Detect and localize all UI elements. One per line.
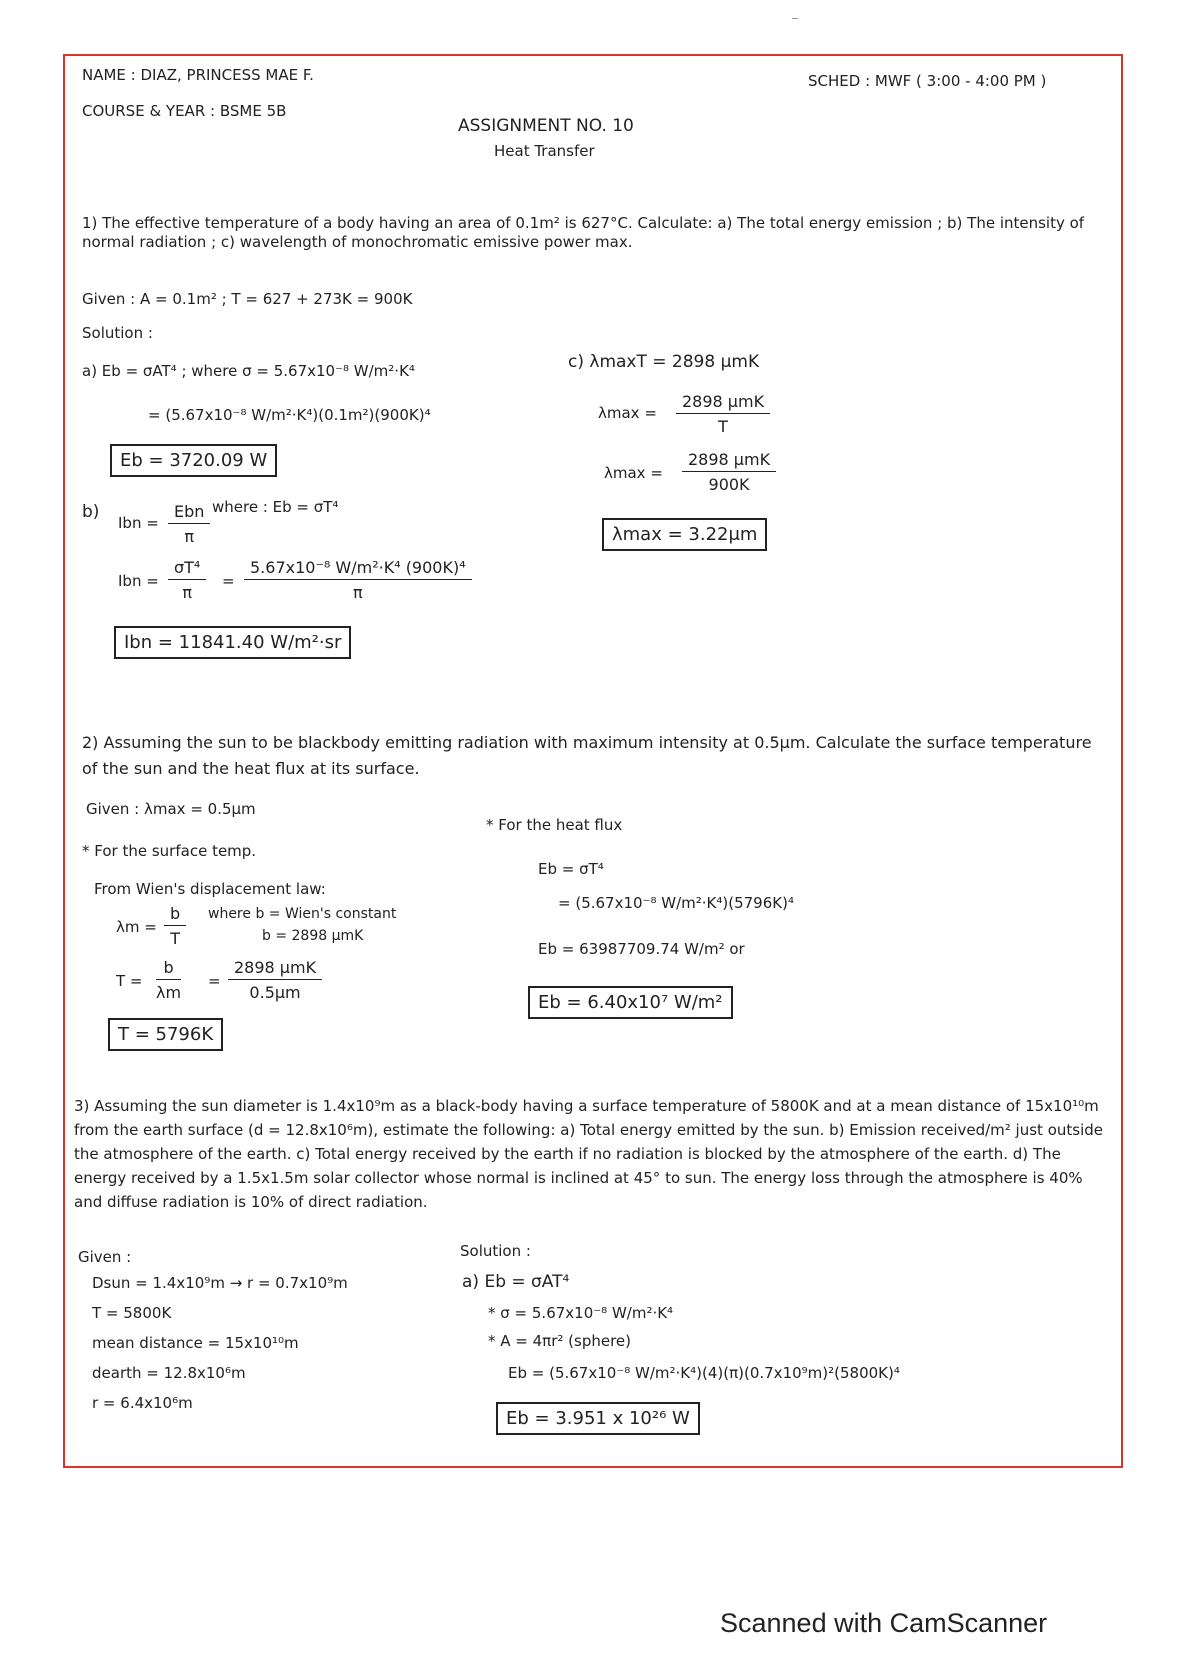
p1-a-line2: = (5.67x10⁻⁸ W/m²·K⁴)(0.1m²)(900K)⁴ [148, 406, 431, 424]
p2-t-frac2-num: 2898 μmK [228, 958, 322, 980]
p1-b-eq: = [222, 572, 235, 590]
problem-2-given: Given : λmax = 0.5μm [86, 800, 256, 818]
problem-2-statement: 2) Assuming the sun to be blackbody emitting radiation with maximum intensity at 0.5μm. Calculate the surface temperature of the sun and the heat flux at its surface. [82, 733, 1092, 778]
p2-t-eq: T = [116, 972, 143, 990]
problem-1-solution-label: Solution : [82, 324, 153, 342]
p3-given-line: Dsun = 1.4x10⁹m → r = 0.7x10⁹m [92, 1274, 348, 1292]
scan-mark [792, 18, 798, 19]
p3-given-line: T = 5800K [92, 1304, 172, 1322]
p1-b-frac3-num: 5.67x10⁻⁸ W/m²·K⁴ (900K)⁴ [244, 558, 472, 580]
problem-1-statement: 1) The effective temperature of a body having an area of 0.1m² is 627°C. Calculate: a) The total energy emission ; b) The intensity of normal radiation ; c) wavelength of monochromatic emissive power max. [82, 214, 1085, 251]
p1-b-ibn1: Ibn = [118, 514, 159, 532]
p1-b-where: where : Eb = σT⁴ [212, 498, 339, 516]
p1-b-frac3 [244, 558, 472, 602]
p1-c-frac2-num: 2898 μmK [682, 450, 776, 472]
p3-given-label: Given : [78, 1248, 132, 1266]
p2-t-frac1-num: b [156, 958, 181, 980]
p2-lm-frac-num: b [164, 904, 186, 926]
p3-a-answer-box: Eb = 3.951 x 10²⁶ W [496, 1402, 700, 1435]
p1-c-lmax1: λmax = [598, 404, 657, 422]
p1-c-lmax2: λmax = [604, 464, 663, 482]
p1-b-ibn2: Ibn = [118, 572, 159, 590]
p1-c-frac2 [682, 450, 776, 494]
class-schedule: SCHED : MWF ( 3:00 - 4:00 PM ) [808, 72, 1047, 90]
p2-t-frac2 [228, 958, 322, 1002]
p2-t-frac2-den: 0.5μm [249, 983, 301, 1002]
p1-c-frac1-num: 2898 μmK [676, 392, 770, 414]
p1-c-frac1-den: T [718, 417, 728, 436]
p1-b-frac1 [168, 502, 210, 546]
p2-eb-answer-box: Eb = 6.40x10⁷ W/m² [528, 986, 733, 1019]
p1-b-frac1-num: Ebn [168, 502, 210, 524]
p1-b-label: b) [82, 502, 100, 522]
p2-b-value: b = 2898 μmK [262, 928, 364, 944]
p1-c-line1: c) λmaxT = 2898 μmK [568, 352, 760, 372]
p1-c-frac2-den: 900K [708, 475, 750, 494]
p3-a-line2: Eb = (5.67x10⁻⁸ W/m²·K⁴)(4)(π)(0.7x10⁹m)²(5800K)⁴ [508, 1364, 900, 1382]
p2-wiens-law: From Wien's displacement law: [94, 880, 326, 898]
p2-t-answer-box: T = 5796K [108, 1018, 223, 1051]
p2-t-frac1-den: λm [156, 983, 182, 1002]
p3-given-line: dearth = 12.8x10⁶m [92, 1364, 246, 1382]
p1-b-frac3-den: π [352, 583, 363, 602]
p3-a-sigma: * σ = 5.67x10⁻⁸ W/m²·K⁴ [488, 1304, 674, 1322]
assignment-title: ASSIGNMENT NO. 10 [458, 116, 634, 136]
problem-1-given: Given : A = 0.1m² ; T = 627 + 273K = 900K [82, 290, 413, 308]
p3-given-line: r = 6.4x10⁶m [92, 1394, 193, 1412]
p2-lm-frac-den: T [170, 929, 180, 948]
p2-eb-line2: = (5.67x10⁻⁸ W/m²·K⁴)(5796K)⁴ [558, 894, 794, 912]
p2-lm-eq: λm = [116, 918, 157, 936]
p3-a-line1: a) Eb = σAT⁴ [462, 1272, 570, 1292]
p2-where-b: where b = Wien's constant [208, 906, 397, 922]
p3-given-line: mean distance = 15x10¹⁰m [92, 1334, 299, 1352]
p2-t-eq2: = [208, 972, 221, 990]
p1-b-frac2-num: σT⁴ [168, 558, 206, 580]
p1-a-line1: a) Eb = σAT⁴ ; where σ = 5.67x10⁻⁸ W/m²·K⁴ [82, 362, 415, 380]
p2-eb-line3: Eb = 63987709.74 W/m² or [538, 940, 745, 958]
p1-c-answer-box: λmax = 3.22μm [602, 518, 767, 551]
p1-b-answer-box: Ibn = 11841.40 W/m²·sr [114, 626, 351, 659]
subject-title: Heat Transfer [494, 142, 595, 160]
p1-b-frac1-den: π [184, 527, 195, 546]
problem-3-statement: 3) Assuming the sun diameter is 1.4x10⁹m as a black-body having a surface temperature of 5800K and at a mean distance of 15x10¹⁰m from the earth surface (d = 12.8x10⁶m), estimate the following: a) Total energy emitted by the sun. b) Emission received/m² just outside the atmosphere of the earth. c) Total energy received by the earth if no radiation is blocked by the atmosphere of the earth. d) The energy received by a 1.5x1.5m solar collector whose normal is inclined at 45° to sun. The energy loss through the atmosphere is 40% and diffuse radiation is 10% of direct radiation. [74, 1097, 1103, 1211]
camscanner-watermark: Scanned with CamScanner [720, 1608, 1048, 1638]
p1-a-answer-box: Eb = 3720.09 W [110, 444, 277, 477]
p3-a-area: * A = 4πr² (sphere) [488, 1332, 631, 1350]
p2-surface-label: * For the surface temp. [82, 842, 257, 860]
p2-t-frac1 [156, 958, 181, 1002]
p1-c-frac1 [676, 392, 770, 436]
p2-lm-frac [164, 904, 186, 948]
p1-b-frac2-den: π [182, 583, 192, 602]
p1-b-frac2 [168, 558, 206, 602]
course-year: COURSE & YEAR : BSME 5B [82, 102, 287, 120]
p2-flux-label: * For the heat flux [486, 816, 623, 834]
p3-solution-label: Solution : [460, 1242, 531, 1260]
p2-eb-line1: Eb = σT⁴ [538, 860, 604, 878]
student-name: NAME : DIAZ, PRINCESS MAE F. [82, 66, 314, 84]
